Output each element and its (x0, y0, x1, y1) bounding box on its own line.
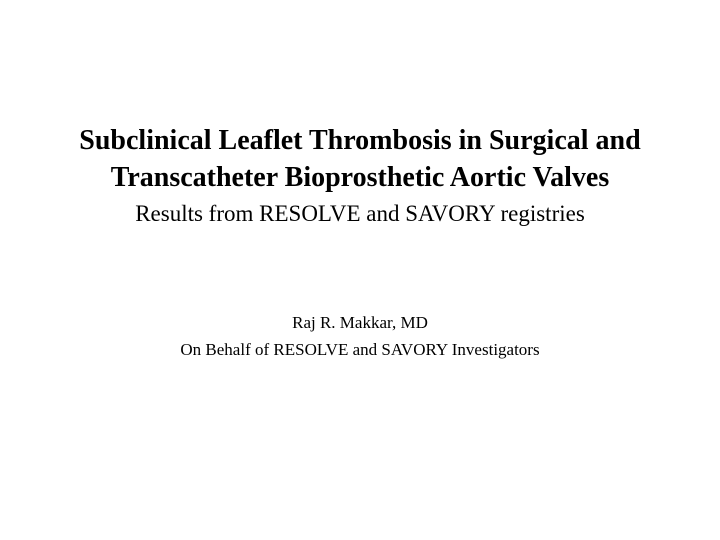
slide-subtitle: Results from RESOLVE and SAVORY registries (135, 201, 585, 226)
title-block (0, 122, 720, 230)
title-line-2: Transcatheter Bioprosthetic Aortic Valves (110, 162, 610, 193)
presenter-affiliation: On Behalf of RESOLVE and SAVORY Investigators (180, 340, 540, 359)
author-block (0, 309, 720, 363)
slide-title (0, 122, 720, 196)
title-line-1: Subclinical Leaflet Thrombosis in Surgical and (79, 125, 641, 156)
presenter-name: Raj R. Makkar, MD (292, 313, 428, 332)
